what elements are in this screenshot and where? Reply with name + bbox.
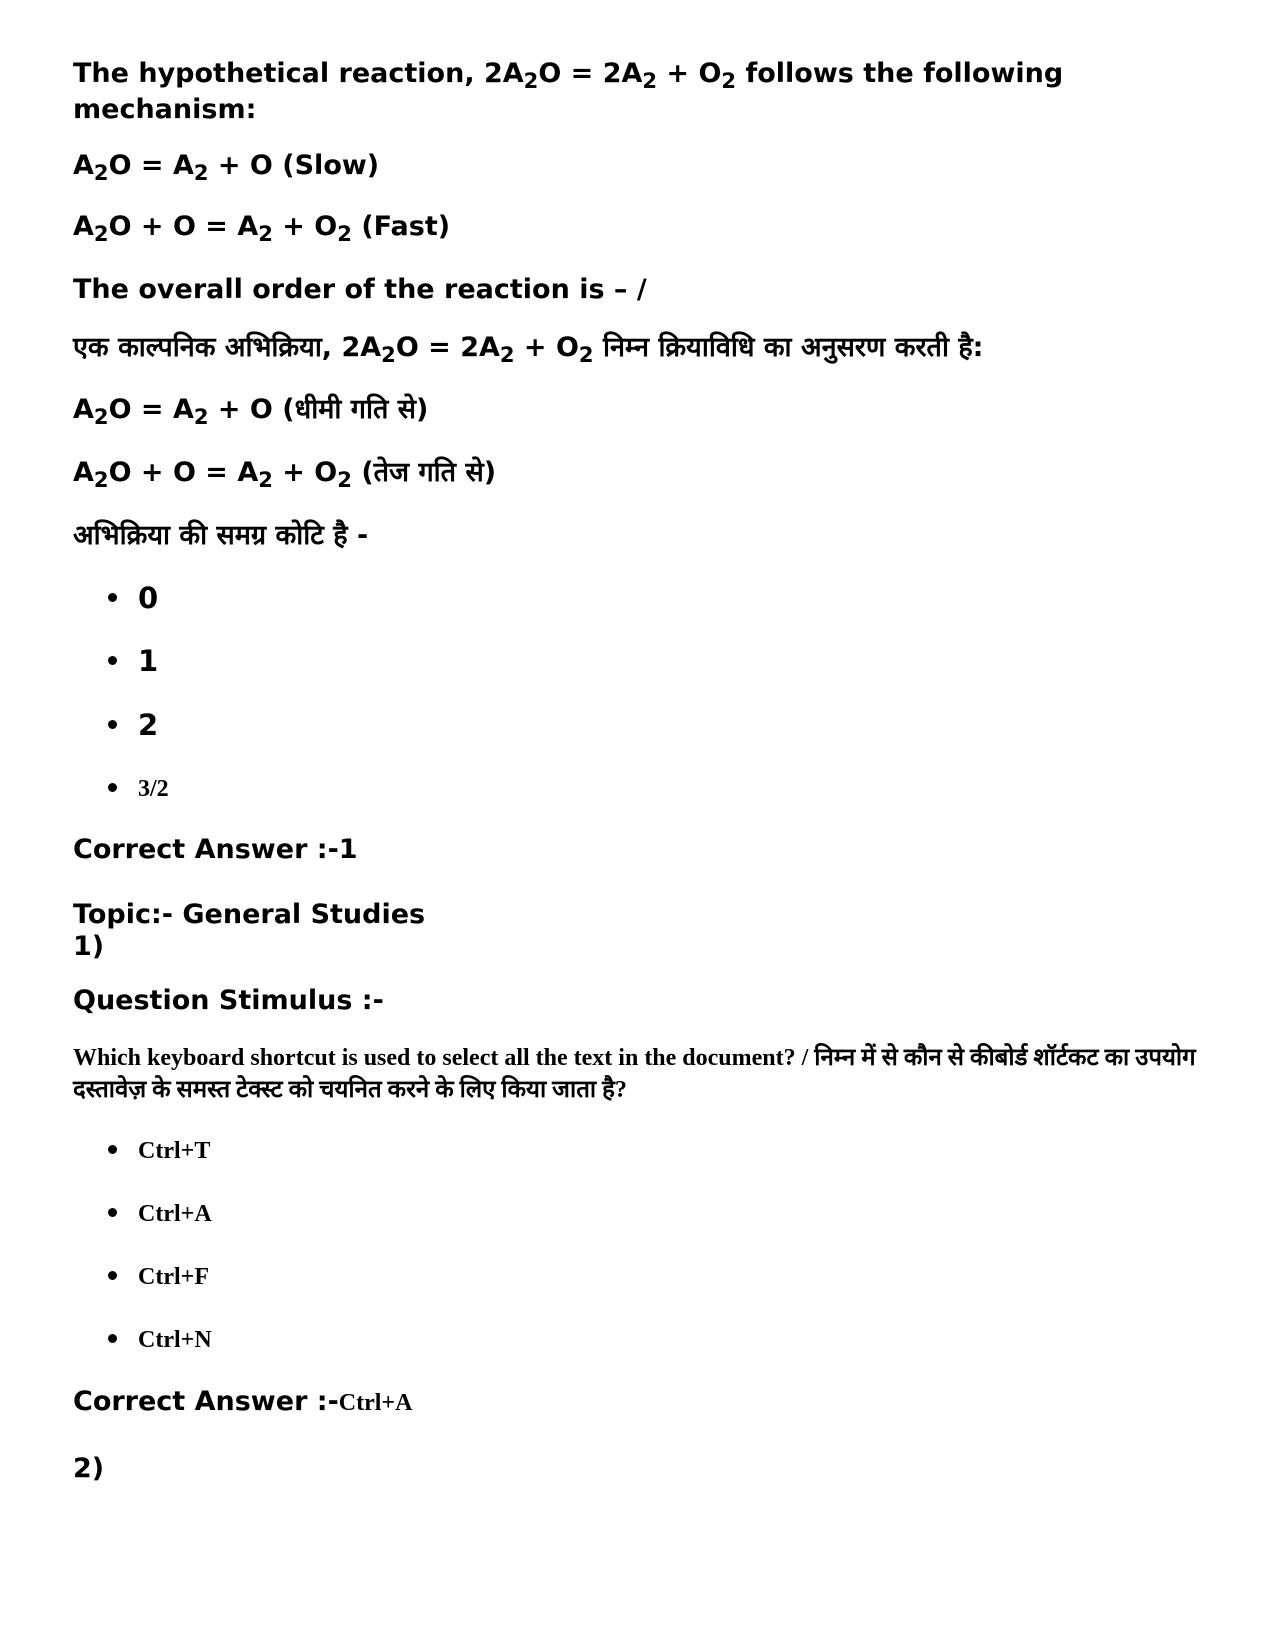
q1-option[interactable]: 2 xyxy=(108,708,158,742)
question-number: 1) xyxy=(73,931,105,962)
q2-option[interactable]: Ctrl+A xyxy=(108,1201,212,1228)
question-stimulus-text: Which keyboard shortcut is used to select all the text in the document? / निम्न में से कौन से कीबोर्ड शॉर्टकट का उपयोग दस्तावेज़ के समस्त टेक्स्ट को चयनित करने के लिए किया जाता है? xyxy=(73,1045,1196,1103)
q1-stem-en: The hypothetical reaction, $2A_2O = 2A_2 + O_2$ follows the following xyxy=(73,58,1064,93)
question-stimulus-label: Question Stimulus :- xyxy=(73,985,384,1016)
bullet-icon xyxy=(108,1271,117,1280)
q1-stem-en-line2: mechanism: xyxy=(73,94,257,125)
q1-mechanism-step2-hi: $A_2O + O = A_2 + O_2$ (तेज गति से) xyxy=(73,457,497,492)
q1-stem-hi: एक काल्पनिक अभिक्रिया, $2A_2O = 2A_2 + O_2$ निम्न क्रियाविधि का अनुसरण करती है: xyxy=(73,332,984,367)
q1-option[interactable]: 1 xyxy=(108,644,158,678)
q1-mechanism-step1-hi: $A_2O = A_2 + O$ (धीमी गति से) xyxy=(73,394,429,429)
bullet-icon xyxy=(108,1334,117,1343)
q1-correct-answer: Correct Answer :-1 xyxy=(73,834,358,865)
q2-option[interactable]: Ctrl+N xyxy=(108,1327,212,1354)
bullet-icon xyxy=(108,1145,117,1154)
bullet-icon xyxy=(108,783,117,792)
bullet-icon xyxy=(108,593,117,602)
q1-option[interactable]: 0 xyxy=(108,581,158,615)
q2-option[interactable]: Ctrl+F xyxy=(108,1264,209,1291)
next-question-number: 2) xyxy=(73,1453,105,1484)
topic-heading: Topic:- General Studies xyxy=(73,899,426,930)
q1-option[interactable]: 3/2 xyxy=(108,776,169,803)
bullet-icon xyxy=(108,1208,117,1217)
bullet-icon xyxy=(108,656,117,665)
q1-question-hi: अभिक्रिया की समग्र कोटि है - xyxy=(73,520,369,551)
bullet-icon xyxy=(108,720,117,729)
q2-option[interactable]: Ctrl+T xyxy=(108,1138,210,1165)
q2-correct-answer: Correct Answer :-Ctrl+A xyxy=(73,1386,413,1417)
q1-question-en: The overall order of the reaction is – / xyxy=(73,274,647,305)
q1-mechanism-step2-en: $A_2O + O = A_2 + O_2$ (Fast) xyxy=(73,211,451,246)
q1-mechanism-step1-en: $A_2O = A_2 + O$ (Slow) xyxy=(73,150,380,185)
